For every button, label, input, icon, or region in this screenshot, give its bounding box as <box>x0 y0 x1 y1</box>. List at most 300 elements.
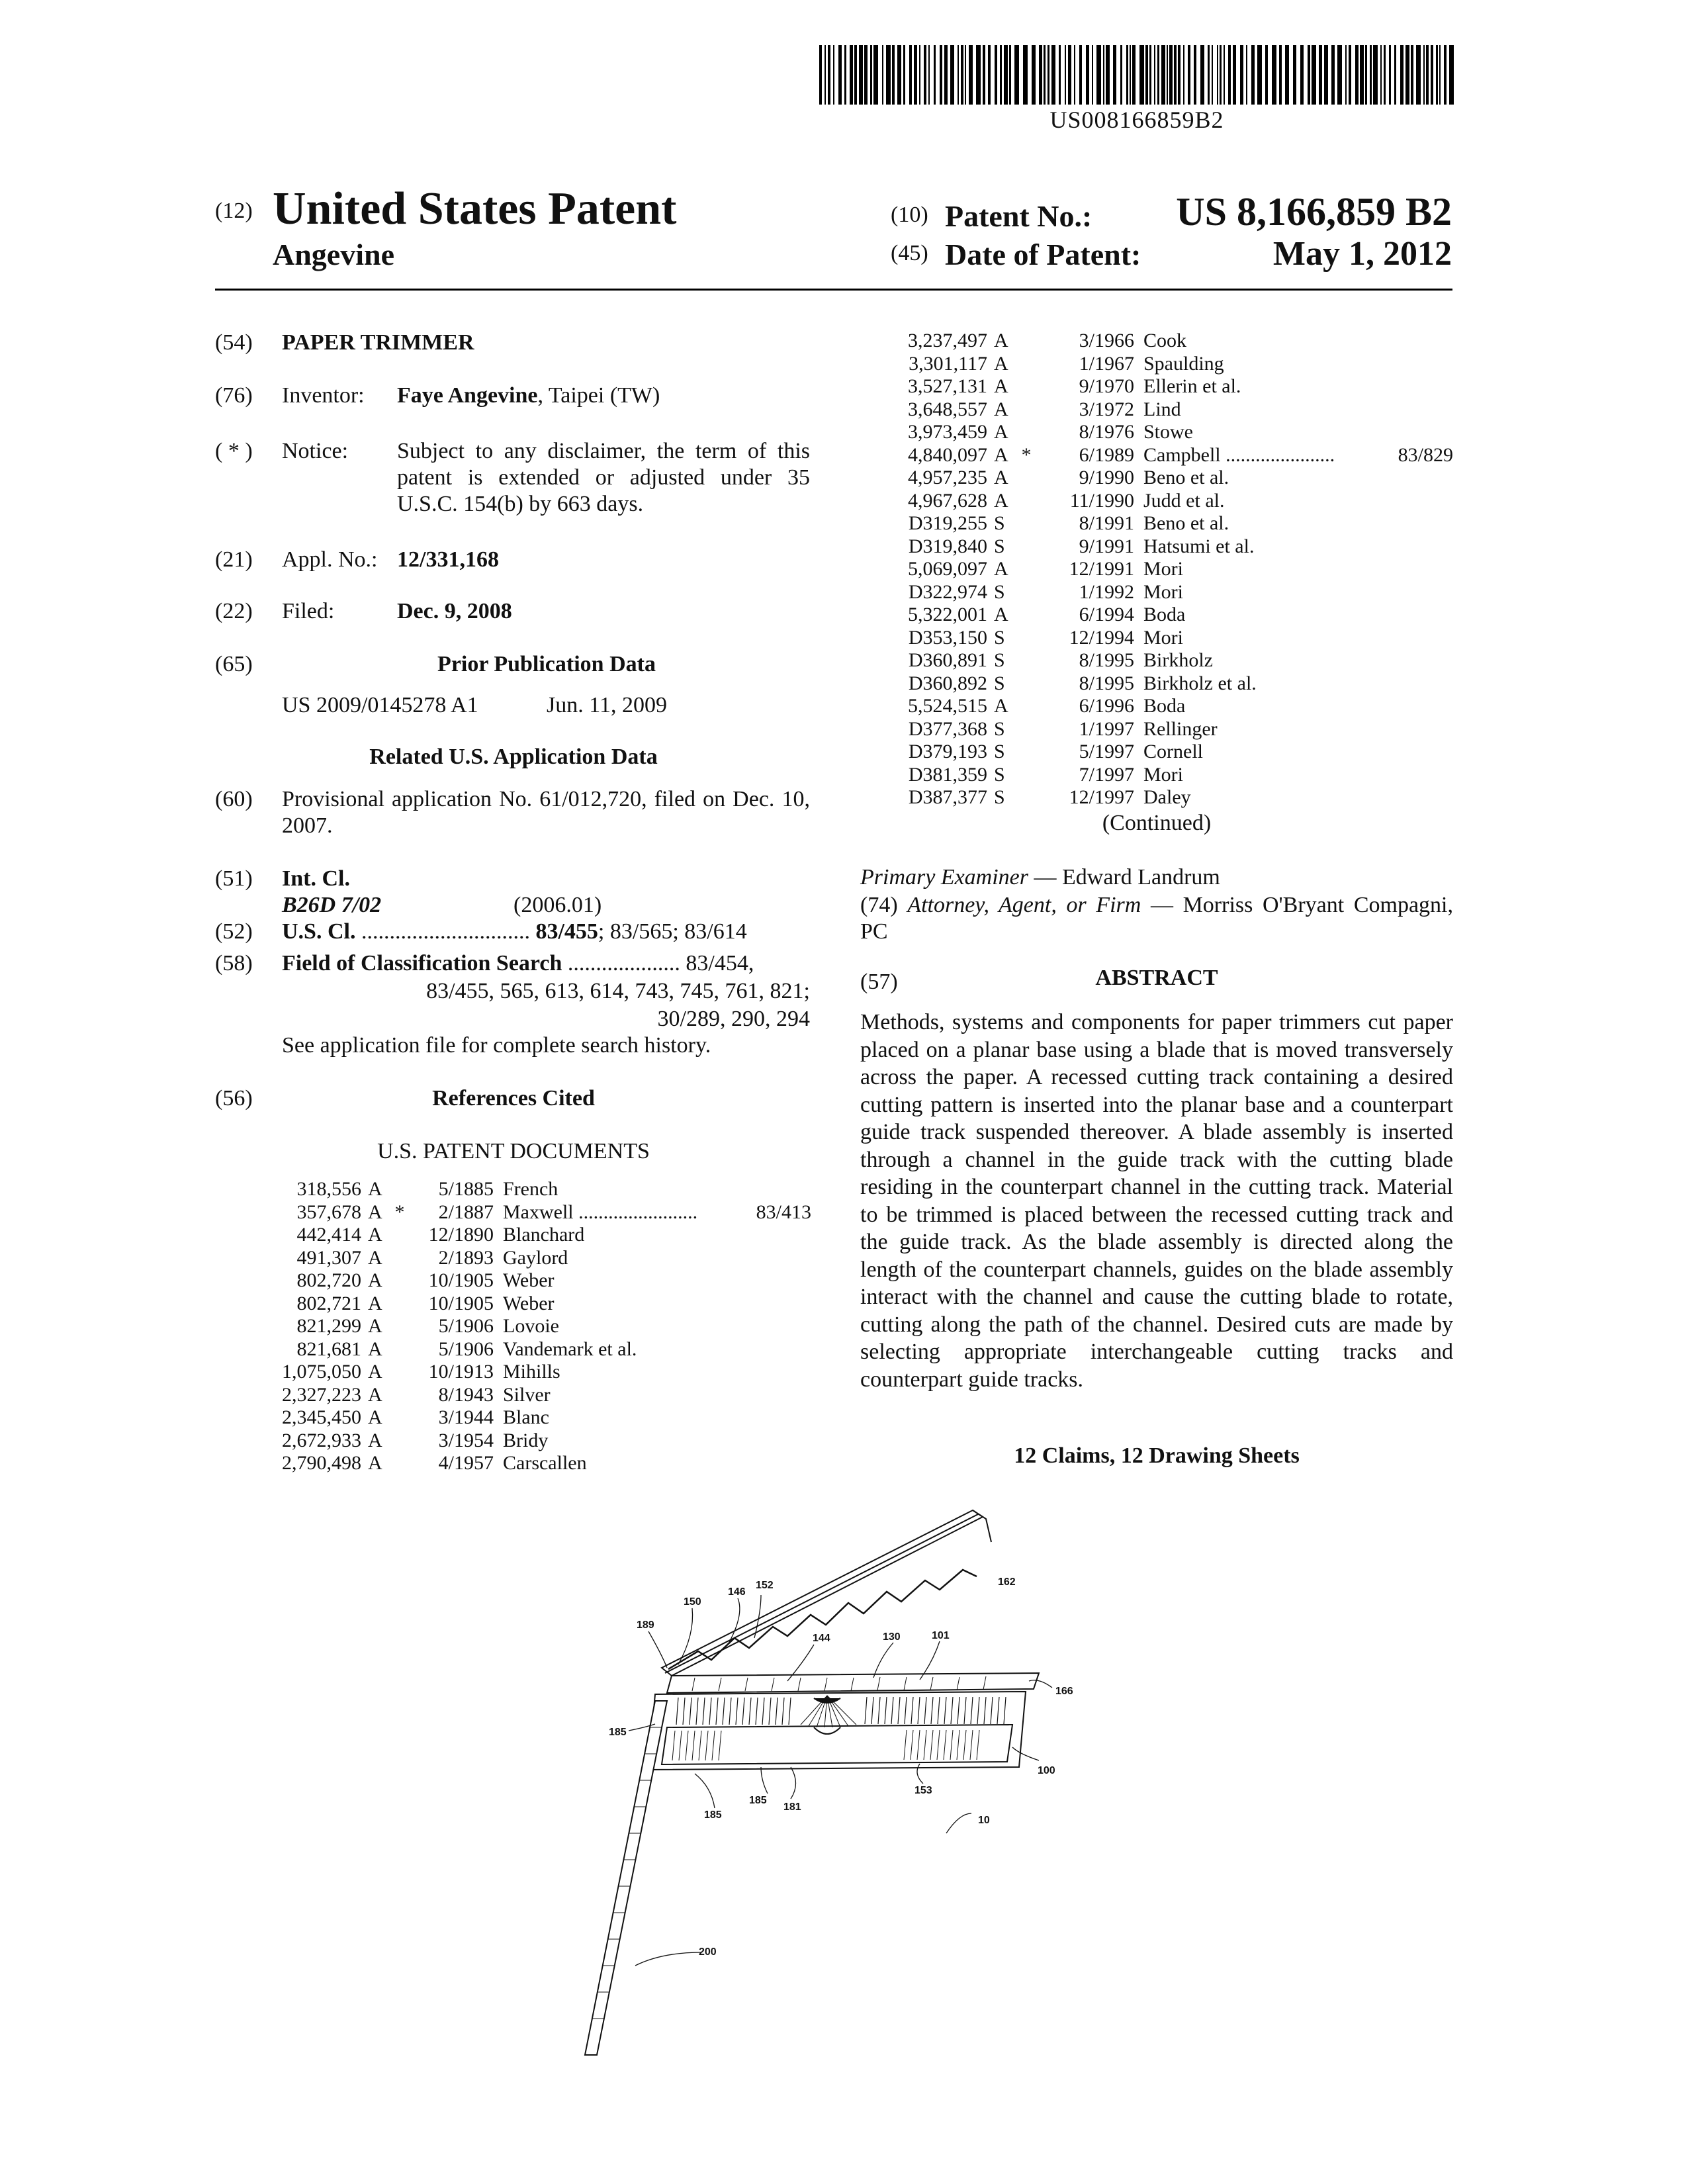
citation-row <box>887 786 1453 809</box>
citation-class <box>743 1406 811 1430</box>
citation-date: 3/1954 <box>438 1429 494 1451</box>
citation-kind: A <box>994 443 1008 466</box>
citation-number: 2,672,933 <box>282 1429 361 1451</box>
ref-label: 162 <box>998 1576 1016 1588</box>
examiner-sep: — <box>1028 865 1063 889</box>
ref-label: 185 <box>609 1727 627 1738</box>
patent-no-label: Patent No.: <box>945 199 1092 233</box>
citation-date: 8/1943 <box>438 1383 494 1406</box>
citation-number: 357,678 <box>296 1201 361 1223</box>
citation-kind: A <box>368 1224 382 1246</box>
citation-star <box>1016 695 1036 718</box>
citation-class <box>743 1338 811 1361</box>
citation-row <box>887 375 1453 398</box>
citation-star <box>1016 398 1036 422</box>
citation-row <box>887 353 1453 376</box>
right-citations-table <box>887 330 1453 809</box>
ref-label: 152 <box>756 1580 774 1591</box>
citation-kind: S <box>994 649 1005 671</box>
code-10: (10) <box>891 203 928 227</box>
citation-number: 2,327,223 <box>282 1383 361 1406</box>
citation-star <box>1016 490 1036 513</box>
continued-note: (Continued) <box>1102 811 1212 835</box>
citation-row <box>887 421 1453 444</box>
int-cl-year: (2006.01) <box>513 893 602 917</box>
citation-date: 4/1957 <box>438 1452 494 1474</box>
citation-kind: A <box>994 558 1008 580</box>
citation-date: 2/1893 <box>438 1246 494 1269</box>
citation-date: 11/1990 <box>1069 489 1134 512</box>
citation-row <box>265 1201 811 1224</box>
citation-date: 3/1966 <box>1079 330 1134 351</box>
attorney-sep: — <box>1141 893 1183 917</box>
code-74: (74) <box>860 893 898 917</box>
citation-number: 3,973,459 <box>908 421 987 443</box>
citation-date: 12/1890 <box>428 1224 494 1246</box>
code-58: (58) <box>215 951 253 976</box>
ref-label: 189 <box>637 1619 654 1631</box>
citation-kind: A <box>368 1246 382 1269</box>
citation-class <box>1384 467 1453 490</box>
citation-kind: A <box>994 604 1008 625</box>
code-56: (56) <box>215 1086 253 1111</box>
int-cl-label: Int. Cl. <box>282 866 350 891</box>
citation-number: D387,377 <box>908 786 987 808</box>
citation-row <box>887 558 1453 581</box>
citation-class <box>1384 741 1453 764</box>
claims-summary: 12 Claims, 12 Drawing Sheets <box>1014 1443 1300 1468</box>
citation-row <box>887 718 1453 741</box>
citation-class <box>1384 604 1453 627</box>
citation-row <box>887 764 1453 787</box>
citation-date: 5/1885 <box>438 1178 494 1200</box>
citation-row <box>887 444 1453 467</box>
citation-number: D360,892 <box>908 672 987 694</box>
inventor-name: Faye Angevine <box>397 383 538 408</box>
code-12: (12) <box>215 199 253 223</box>
citation-date: 10/1913 <box>428 1361 494 1383</box>
attorney <box>860 892 1453 945</box>
code-notice: ( * ) <box>215 439 253 463</box>
citation-class <box>743 1384 811 1407</box>
citation-class <box>1384 535 1453 559</box>
field-dots: .................... <box>567 951 680 976</box>
us-docs-heading: U.S. PATENT DOCUMENTS <box>377 1139 650 1163</box>
citation-kind: A <box>994 489 1008 512</box>
citation-star: * <box>1021 443 1032 466</box>
citation-name: Mori <box>1143 626 1183 649</box>
ref-label: 185 <box>749 1795 767 1806</box>
citation-class <box>1384 398 1453 422</box>
citation-star <box>1016 467 1036 490</box>
citation-name: Weber <box>503 1269 555 1291</box>
citation-name: Lovoie <box>503 1315 559 1337</box>
citation-class <box>743 1430 811 1453</box>
citation-date: 5/1906 <box>438 1315 494 1337</box>
citation-row <box>887 535 1453 559</box>
citation-class <box>743 1361 811 1384</box>
doc-type: United States Patent <box>273 183 677 234</box>
examiner-label: Primary Examiner <box>860 865 1029 889</box>
citation-number: 802,720 <box>296 1269 361 1291</box>
citation-kind: A <box>368 1452 382 1474</box>
citation-number: D322,974 <box>908 580 987 603</box>
citation-class <box>1384 375 1453 398</box>
us-cl-rest: ; 83/565; 83/614 <box>598 919 747 944</box>
filed-label: Filed: <box>282 599 335 623</box>
citation-name: Cook <box>1143 330 1187 351</box>
citation-row <box>887 398 1453 422</box>
citation-number: 1,075,050 <box>282 1361 361 1383</box>
citation-number: D381,359 <box>908 763 987 786</box>
inventor-surname: Angevine <box>273 238 394 271</box>
citation-date: 9/1990 <box>1079 467 1134 488</box>
barcode <box>819 45 1454 105</box>
citation-kind: A <box>368 1315 382 1337</box>
code-65: (65) <box>215 652 253 676</box>
citation-number: D377,368 <box>908 717 987 740</box>
citation-star <box>1016 764 1036 787</box>
citation-class <box>743 1178 811 1201</box>
citation-row <box>265 1384 811 1407</box>
header-rule <box>215 289 1452 291</box>
citation-number: 4,840,097 <box>908 443 987 466</box>
citation-kind: S <box>994 626 1005 649</box>
citation-date: 1/1967 <box>1079 352 1134 375</box>
citation-date: 3/1944 <box>438 1406 494 1428</box>
citation-date: 12/1997 <box>1069 786 1134 808</box>
citation-date: 7/1997 <box>1079 763 1134 786</box>
citation-name: Beno et al. <box>1143 512 1229 534</box>
citation-row <box>265 1406 811 1430</box>
citation-kind: S <box>994 535 1005 557</box>
citation-row <box>265 1430 811 1453</box>
citation-row <box>265 1293 811 1316</box>
citation-date: 6/1989 <box>1079 443 1134 466</box>
citation-name: Daley <box>1143 786 1191 808</box>
ref-label: 101 <box>932 1630 950 1641</box>
citation-kind: A <box>368 1269 382 1291</box>
code-76: (76) <box>215 383 253 408</box>
citation-name: Boda <box>1143 604 1186 625</box>
citation-star <box>390 1315 409 1338</box>
appl-number: 12/331,168 <box>397 547 499 572</box>
citation-name: Birkholz <box>1143 649 1213 671</box>
citation-star <box>1016 627 1036 650</box>
citation-class <box>1384 764 1453 787</box>
citation-row <box>887 330 1453 353</box>
invention-title: PAPER TRIMMER <box>282 330 474 355</box>
citation-star <box>1016 649 1036 672</box>
citation-row <box>887 581 1453 604</box>
filed-date: Dec. 9, 2008 <box>397 599 512 623</box>
citation-star <box>1016 535 1036 559</box>
citation-name: Mori <box>1143 580 1183 603</box>
citation-kind: A <box>368 1429 382 1451</box>
examiner <box>860 864 1220 891</box>
citation-name: Mihills <box>503 1361 560 1383</box>
citation-star <box>1016 672 1036 696</box>
abstract-heading: ABSTRACT <box>1095 966 1218 990</box>
abstract-text: Methods, systems and components for paper trimmers cut paper placed on a planar base using a blade that is moved transversely across the paper. A recessed cutting track containing a desired cutting pattern is inserted into the planar base and a counterpart guide track suspended thereover. A blade assembly is inserted through a channel in the guide track with the cutting blade residing in the counterpart channel in the cutting track. Material to be trimmed is placed between the recessed cutting track and the guide track. As the blade assembly is directed along the length of the counterpart channels, guides on the blade assembly interact with the channel and cause the cutting blade to rotate, cutting along the path of the channel. Desired cuts are made by selecting appropriate interchangeable cutting tracks and counterpart guide tracks. <box>860 1010 1453 1392</box>
prior-pub-heading: Prior Publication Data <box>437 652 656 676</box>
citation-kind: A <box>994 421 1008 443</box>
prior-pub-number: US 2009/0145278 A1 <box>282 693 478 717</box>
citation-star <box>390 1247 409 1270</box>
code-54: (54) <box>215 330 253 355</box>
citation-name: Campbell ...................... <box>1143 443 1335 466</box>
citation-kind: A <box>994 695 1008 717</box>
citation-star <box>390 1224 409 1247</box>
citation-name: Stowe <box>1143 421 1193 443</box>
citation-name: Lind <box>1143 398 1181 420</box>
citation-name: Judd et al. <box>1143 489 1225 512</box>
citation-number: 3,527,131 <box>908 375 987 397</box>
citation-star <box>390 1361 409 1384</box>
citation-row <box>265 1224 811 1247</box>
citation-name: Maxwell ........................ <box>503 1201 698 1223</box>
ref-label: 181 <box>783 1801 801 1813</box>
field-line-1: 83/454, <box>686 951 754 976</box>
citation-name: Vandemark et al. <box>503 1338 637 1360</box>
citation-star <box>390 1384 409 1407</box>
citation-star <box>390 1430 409 1453</box>
citation-number: 442,414 <box>296 1224 361 1246</box>
citation-class: 83/413 <box>756 1201 811 1223</box>
citation-date: 8/1976 <box>1079 421 1134 443</box>
citation-number: 3,301,117 <box>909 352 987 375</box>
us-cl-label: U.S. Cl. <box>282 919 356 944</box>
citation-number: 5,322,001 <box>908 604 987 625</box>
field-line-2: 83/455, 565, 613, 614, 743, 745, 761, 821; <box>426 979 810 1003</box>
citation-name: Boda <box>1143 695 1186 717</box>
attorney-label: Attorney, Agent, or Firm <box>907 893 1141 917</box>
us-cl-dots: .............................. <box>361 919 530 944</box>
citation-kind: S <box>994 672 1005 694</box>
ref-label: 144 <box>813 1633 830 1644</box>
citation-date: 9/1991 <box>1079 535 1134 557</box>
citation-name: Rellinger <box>1143 717 1218 740</box>
citation-star <box>1016 375 1036 398</box>
citation-name: Hatsumi et al. <box>1143 535 1255 557</box>
citation-row <box>887 512 1453 535</box>
ref-label: 166 <box>1055 1686 1073 1697</box>
citation-row <box>887 627 1453 650</box>
citation-star: * <box>394 1201 405 1223</box>
citation-class <box>743 1269 811 1293</box>
citation-kind: S <box>994 717 1005 740</box>
citation-name: Silver <box>503 1383 551 1406</box>
citation-class <box>1384 421 1453 444</box>
citation-name: Ellerin et al. <box>1143 375 1241 397</box>
code-21: (21) <box>215 547 253 572</box>
citation-class <box>1384 330 1453 353</box>
citation-row <box>887 672 1453 696</box>
ref-label: 185 <box>704 1809 722 1821</box>
citation-row <box>887 649 1453 672</box>
citation-star <box>1016 741 1036 764</box>
citation-date: 10/1905 <box>428 1269 494 1291</box>
field-note: See application file for complete search history. <box>282 1033 711 1058</box>
citation-kind: A <box>994 352 1008 375</box>
citation-number: 318,556 <box>296 1178 361 1200</box>
citation-star <box>390 1293 409 1316</box>
code-60: (60) <box>215 787 253 811</box>
citation-class <box>743 1224 811 1247</box>
citation-number: 5,069,097 <box>908 558 987 580</box>
citation-name: French <box>503 1178 558 1200</box>
citation-row <box>887 741 1453 764</box>
citation-row <box>265 1247 811 1270</box>
citation-class <box>1384 627 1453 650</box>
citation-class <box>1384 649 1453 672</box>
citation-class <box>1384 490 1453 513</box>
citation-kind: A <box>368 1361 382 1383</box>
citation-date: 10/1905 <box>428 1292 494 1314</box>
citation-date: 12/1994 <box>1069 626 1134 649</box>
ref-label: 100 <box>1038 1765 1055 1776</box>
citation-kind: S <box>994 580 1005 603</box>
ref-label: 146 <box>728 1586 746 1598</box>
inventor-label: Inventor: <box>282 383 365 408</box>
citation-number: 491,307 <box>296 1246 361 1269</box>
barcode-number: US008166859B2 <box>1049 107 1224 133</box>
citation-name: Mori <box>1143 558 1183 580</box>
citation-name: Cornell <box>1143 741 1203 762</box>
citation-number: D319,840 <box>908 535 987 557</box>
attorney-name: Morriss O'Bryant Compagni, PC <box>860 893 1454 944</box>
citation-name: Birkholz et al. <box>1143 672 1257 694</box>
citation-row <box>265 1361 811 1384</box>
citation-number: D353,150 <box>908 626 987 649</box>
citation-number: 3,237,497 <box>908 330 987 351</box>
date-label: Date of Patent: <box>945 238 1141 271</box>
notice-text: Subject to any disclaimer, the term of this patent is extended or adjusted under 35 U.S.C. 154(b) by 663 days. <box>397 439 810 516</box>
citation-kind: A <box>994 330 1008 351</box>
citation-kind: A <box>994 467 1008 488</box>
citation-number: 802,721 <box>296 1292 361 1314</box>
citation-class <box>1384 695 1453 718</box>
citation-class <box>743 1452 811 1475</box>
ref-label: 130 <box>883 1631 901 1643</box>
citation-date: 8/1991 <box>1079 512 1134 534</box>
citation-row <box>265 1269 811 1293</box>
citation-kind: A <box>368 1338 382 1360</box>
citation-class <box>1384 512 1453 535</box>
inventor <box>397 383 660 409</box>
citation-class <box>1384 558 1453 581</box>
citation-kind: S <box>994 763 1005 786</box>
citation-class <box>743 1247 811 1270</box>
citation-date: 8/1995 <box>1079 649 1134 671</box>
notice-label: Notice: <box>282 439 349 463</box>
citation-row <box>265 1315 811 1338</box>
citation-kind: S <box>994 512 1005 534</box>
citation-star <box>390 1406 409 1430</box>
citation-kind: S <box>994 741 1005 762</box>
citation-star <box>1016 512 1036 535</box>
citation-name: Blanchard <box>503 1224 585 1246</box>
citation-class <box>1384 353 1453 376</box>
citation-date: 8/1995 <box>1079 672 1134 694</box>
ref-label: 200 <box>699 1946 717 1958</box>
left-citations-table <box>265 1178 811 1475</box>
citation-row <box>265 1452 811 1475</box>
citation-name: Weber <box>503 1292 555 1314</box>
citation-date: 2/1887 <box>438 1201 494 1223</box>
citation-class: 83/829 <box>1398 443 1453 466</box>
code-52: (52) <box>215 919 253 944</box>
citation-number: 3,648,557 <box>908 398 987 420</box>
code-45: (45) <box>891 241 928 265</box>
field-line-3: 30/289, 290, 294 <box>657 1007 810 1031</box>
us-cl-main: 83/455 <box>535 919 598 944</box>
citation-star <box>1016 786 1036 809</box>
citation-row <box>887 695 1453 718</box>
citation-name: Bridy <box>503 1429 549 1451</box>
citation-name: Gaylord <box>503 1246 568 1269</box>
citation-kind: A <box>368 1201 382 1223</box>
citation-number: 2,790,498 <box>282 1452 361 1474</box>
field-label: Field of Classification Search <box>282 951 562 976</box>
code-57: (57) <box>860 970 898 994</box>
citation-name: Spaulding <box>1143 352 1224 375</box>
citation-star <box>390 1178 409 1201</box>
citation-kind: A <box>368 1406 382 1428</box>
prior-pub-date: Jun. 11, 2009 <box>547 693 667 717</box>
citation-name: Carscallen <box>503 1452 587 1474</box>
citation-name: Beno et al. <box>1143 467 1229 488</box>
citation-row <box>265 1338 811 1361</box>
field-search <box>282 950 754 977</box>
citation-name: Mori <box>1143 763 1183 786</box>
citation-number: 4,957,235 <box>908 467 987 488</box>
citation-number: 821,681 <box>296 1338 361 1360</box>
citation-number: D319,255 <box>908 512 987 534</box>
citation-class <box>1384 672 1453 696</box>
citation-kind: A <box>368 1383 382 1406</box>
citation-class <box>743 1315 811 1338</box>
citation-date: 9/1970 <box>1079 375 1134 397</box>
citation-row <box>887 467 1453 490</box>
inventor-location: , Taipei (TW) <box>537 383 660 408</box>
citation-row <box>887 604 1453 627</box>
ref-label: 150 <box>684 1596 701 1608</box>
citation-number: 2,345,450 <box>282 1406 361 1428</box>
citation-kind: A <box>368 1292 382 1314</box>
provisional-text: Provisional application No. 61/012,720, filed on Dec. 10, 2007. <box>282 787 810 838</box>
citation-date: 6/1994 <box>1079 604 1134 625</box>
citation-kind: A <box>994 375 1008 397</box>
appl-label: Appl. No.: <box>282 547 378 572</box>
citation-number: 4,967,628 <box>908 489 987 512</box>
citation-star <box>390 1338 409 1361</box>
paper-trimmer-drawing <box>562 1502 1092 2065</box>
citation-row <box>887 490 1453 513</box>
citation-number: 5,524,515 <box>908 695 987 717</box>
int-cl-code: B26D 7/02 <box>282 893 382 917</box>
citation-star <box>1016 330 1036 353</box>
code-51: (51) <box>215 866 253 891</box>
ref-label: 10 <box>978 1815 990 1826</box>
related-heading: Related U.S. Application Data <box>369 745 658 769</box>
citation-class <box>743 1293 811 1316</box>
ref-label: 153 <box>914 1785 932 1796</box>
citation-class <box>1384 786 1453 809</box>
citation-star <box>1016 604 1036 627</box>
citation-class <box>1384 581 1453 604</box>
patent-number: US 8,166,859 B2 <box>1176 190 1452 234</box>
